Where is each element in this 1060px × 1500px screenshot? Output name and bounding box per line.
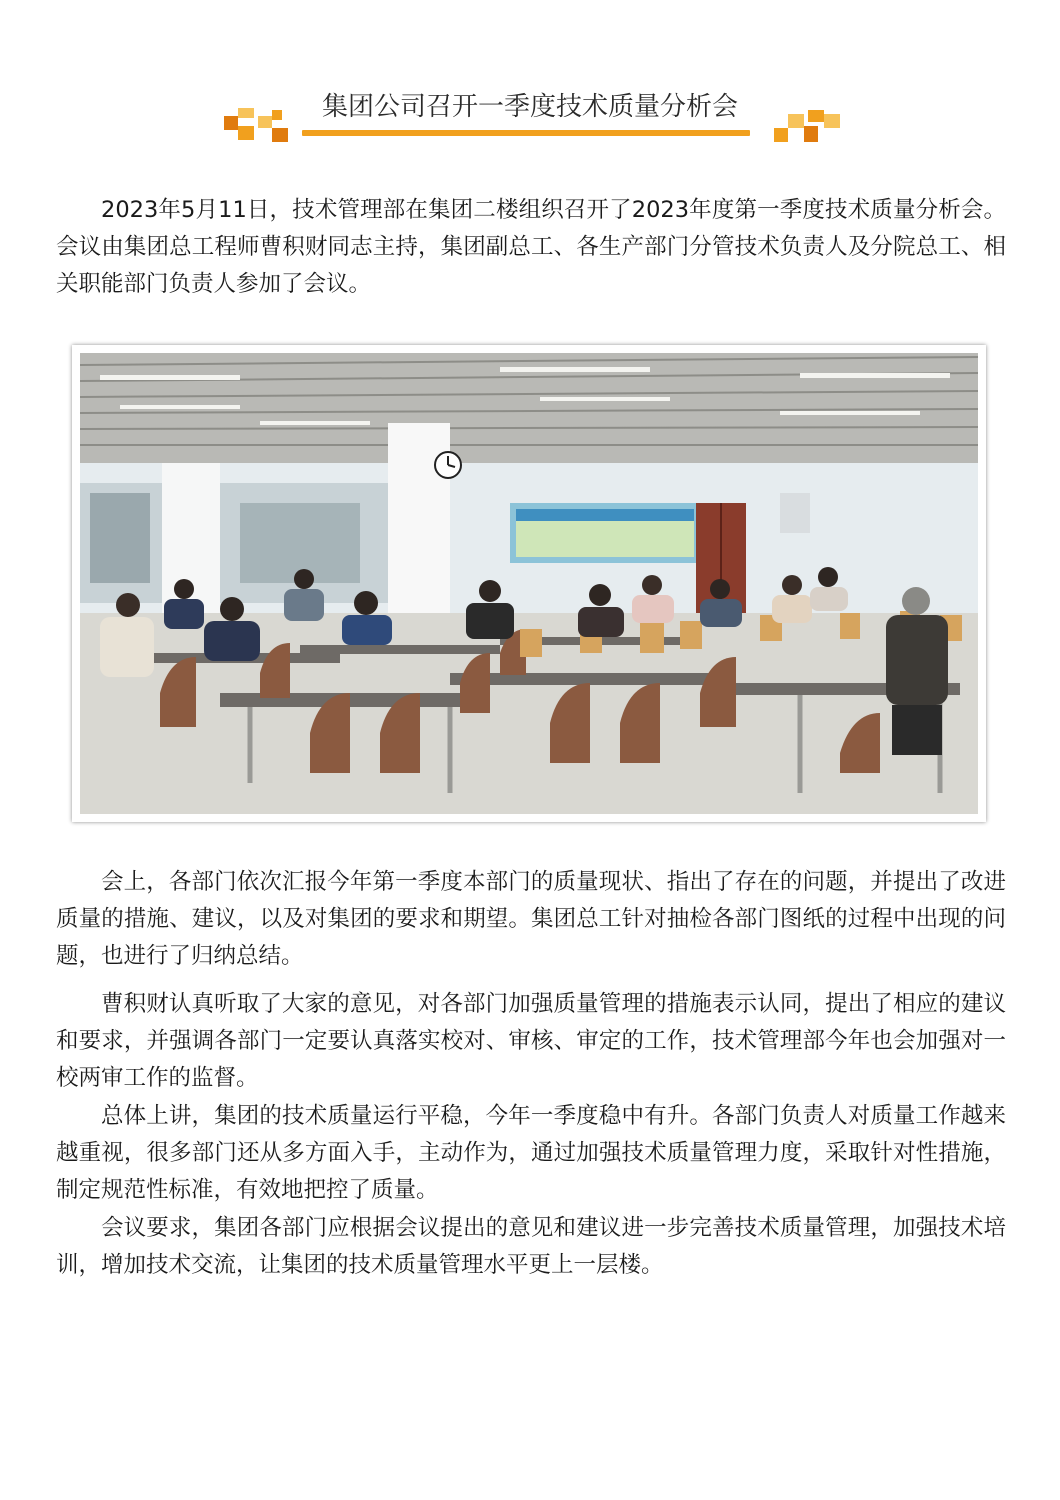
paragraph-5: 会议要求，集团各部门应根据会议提出的意见和建议进一步完善技术质量管理，加强技术培训，增加技术交流，让集团的技术质量管理水平更上一层楼。: [56, 1215, 1006, 1278]
page-title: 集团公司召开一季度技术质量分析会: [321, 92, 738, 122]
title-banner: [0, 80, 1060, 150]
decor-squares-left: [224, 108, 294, 148]
paragraph-2: 会上，各部门依次汇报今年第一季度本部门的质量现状、指出了存在的问题，并提出了改进质量的措施、建议，以及对集团的要求和期望。集团总工针对抽检各部门图纸的过程中出现的问题，也进行了归纳总结。: [56, 869, 1006, 969]
meeting-photo-illustration: [80, 353, 978, 814]
paragraph-4: 总体上讲，集团的技术质量运行平稳，今年一季度稳中有升。各部门负责人对质量工作越来越重视，很多部门还从多方面入手，主动作为，通过加强技术质量管理力度，采取针对性措施，制定规范性标准，有效地把控了质量。: [56, 1103, 1006, 1203]
title-underline: [302, 130, 750, 136]
paragraph-1: 2023年5月11日，技术管理部在集团二楼组织召开了2023年度第一季度技术质量分析会。 会议由集团总工程师曹积财同志主持，集团副总工、各生产部门分管技术负责人及分院总工、相关职能部门负责人参加了会议。: [56, 197, 1006, 297]
paragraph-3: 曹积财认真听取了大家的意见，对各部门加强质量管理的措施表示认同，提出了相应的建议和要求，并强调各部门一定要认真落实校对、审核、审定的工作，技术管理部今年也会加强对一校两审工作的监督。: [56, 991, 1006, 1091]
decor-squares-right: [774, 108, 844, 148]
meeting-photo: [72, 345, 986, 822]
